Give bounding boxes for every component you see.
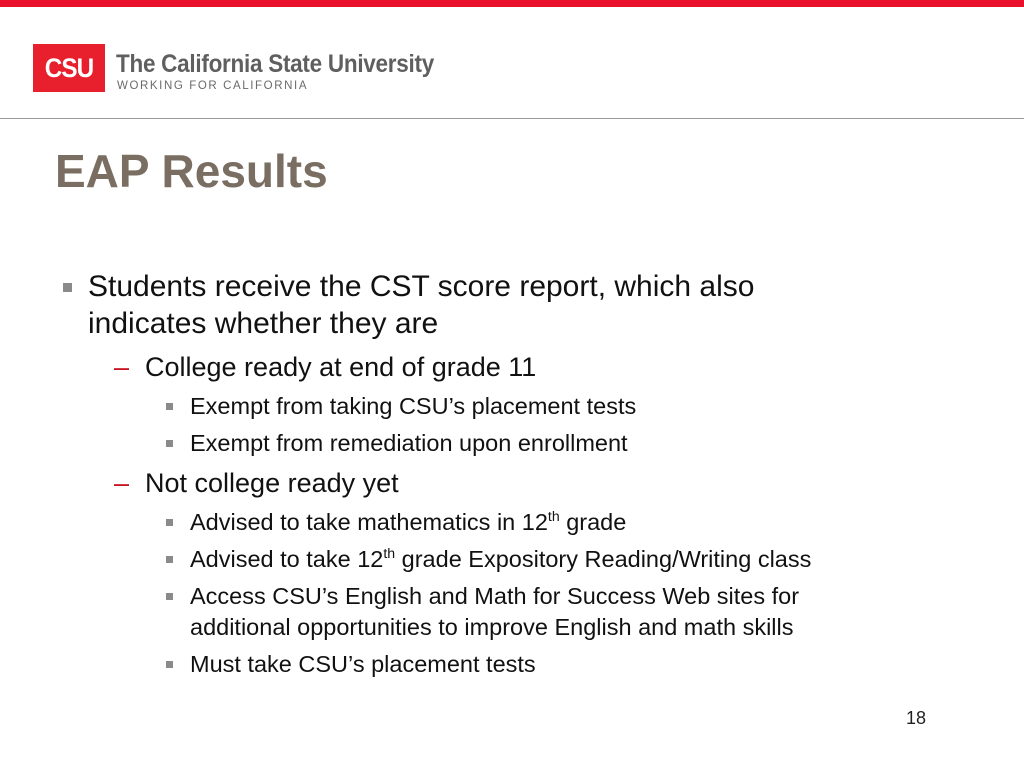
top-accent-bar [0,0,1024,7]
sub-bullet-not-ready: Not college ready yet [145,468,399,498]
square-bullet-icon [166,403,173,410]
organization-tagline: WORKING FOR CALIFORNIA [117,80,309,92]
dash-bullet-icon: – [114,352,130,382]
list-item-advised-math: Advised to take mathematics in 12th grade [190,508,627,535]
page-number: 18 [906,708,927,728]
square-bullet-icon [166,661,173,668]
logo-text: CSU [44,52,94,83]
list-item-advised-erwc: Advised to take 12th grade Expository Reading/Writing class [190,545,812,572]
square-bullet-icon [166,556,173,563]
list-item-must-take-placement: Must take CSU’s placement tests [190,651,536,677]
csu-logo [33,44,105,92]
bullet-main-line2: indicates whether they are [88,307,439,340]
square-bullet-icon [166,519,173,526]
dash-bullet-icon: – [114,468,130,498]
header-divider [0,118,1024,119]
square-bullet-icon [166,440,173,447]
square-bullet-icon [166,593,173,600]
slide-title: EAP Results [55,145,328,197]
list-item-access-websites-line1: Access CSU’s English and Math for Success Web sites for [190,583,800,609]
organization-name: The California State University [116,50,434,78]
square-bullet-icon [63,283,72,292]
list-item-exempt-remediation: Exempt from remediation upon enrollment [190,430,628,456]
bullet-main-line1: Students receive the CST score report, which also [88,270,755,303]
list-item-access-websites-line2: additional opportunities to improve English and math skills [190,614,794,640]
list-item-exempt-placement: Exempt from taking CSU’s placement tests [190,393,637,419]
sub-bullet-college-ready: College ready at end of grade 11 [145,352,537,382]
